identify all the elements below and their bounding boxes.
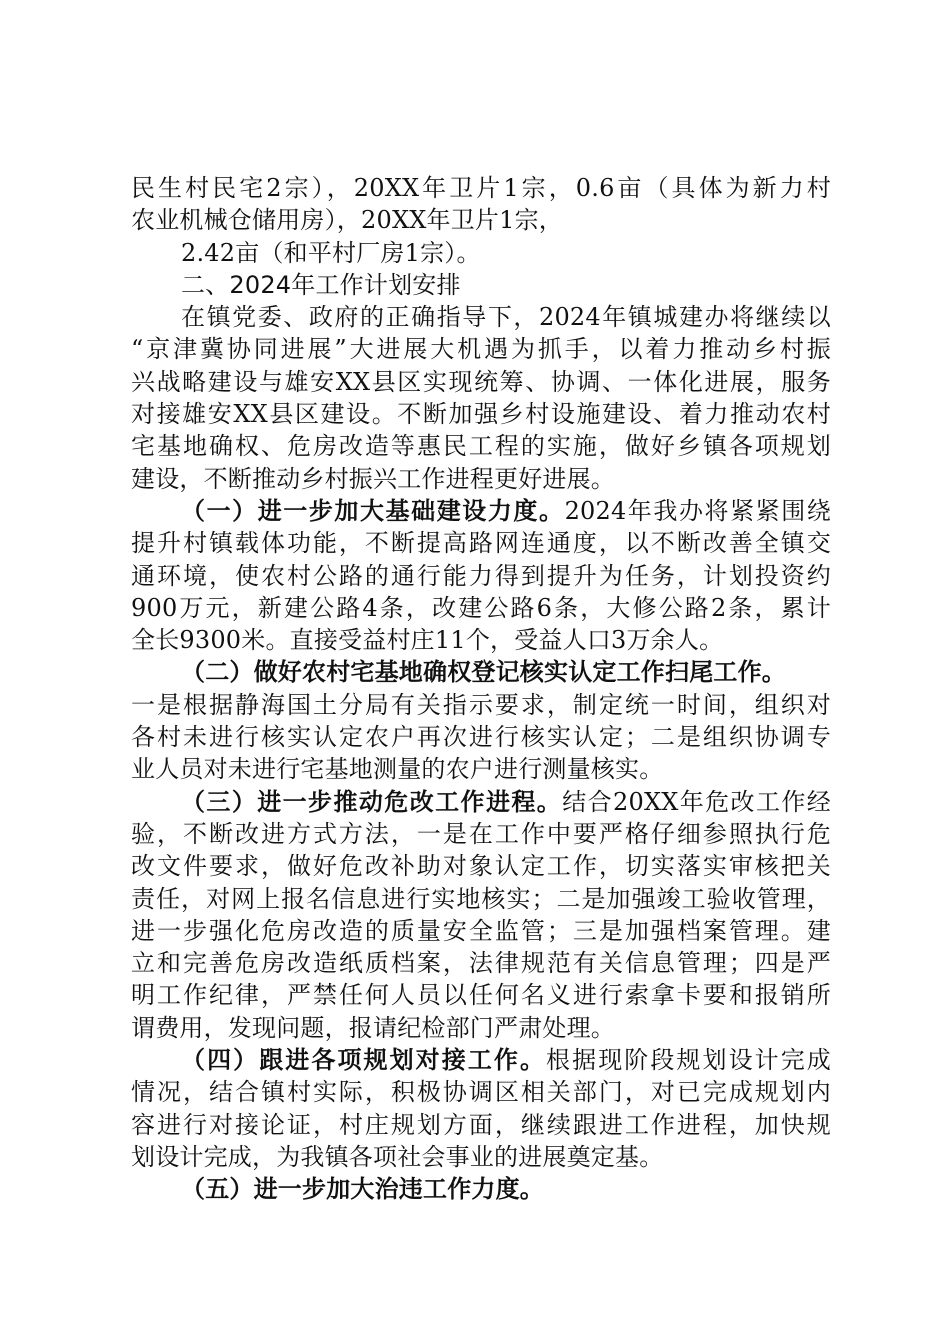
text-line: “京津冀协同进展”大进展大机遇为抓手，以着力推动乡村振 bbox=[131, 335, 831, 364]
text-line: 通环境，使农村公路的通行能力得到提升为任务，计划投资约 bbox=[131, 561, 831, 590]
text-line: 立和完善危房改造纸质档案，法律规范有关信息管理；四是严 bbox=[131, 949, 831, 978]
text-line: 2.42亩（和平村厂房1宗）。 bbox=[181, 238, 481, 267]
text-line: 改文件要求，做好危改补助对象认定工作，切实落实审核把关 bbox=[131, 852, 831, 881]
text-line: 进一步强化危房改造的质量安全监管；三是加强档案管理。建 bbox=[131, 916, 831, 945]
document-body bbox=[131, 172, 831, 1206]
text-line: 民生村民宅2宗），20XX年卫片1宗，0.6亩（具体为新力村 bbox=[131, 174, 831, 202]
text-line: 划设计完成，为我镇各项社会事业的进展奠定基。 bbox=[131, 1142, 664, 1171]
text-line: 建设，不断推动乡村振兴工作进程更好进展。 bbox=[131, 464, 615, 493]
subsection-text: 结合20XX年危改工作经 bbox=[562, 787, 831, 816]
text-line: 兴战略建设与雄安XX县区实现统筹、协调、一体化进展，服务 bbox=[131, 367, 831, 396]
subsection-line bbox=[131, 495, 831, 527]
text-line: 一是根据静海国土分局有关指示要求，制定统一时间，组织对 bbox=[131, 690, 831, 719]
text-line: 业人员对未进行宅基地测量的农户进行测量核实。 bbox=[131, 755, 664, 784]
text-line: 验，不断改进方式方法，一是在工作中要严格仔细参照执行危 bbox=[131, 819, 831, 848]
text-line: 提升村镇载体功能，不断提高路网连通度，以不断改善全镇交 bbox=[131, 529, 831, 558]
subsection-title: （五）进一步加大治违工作力度。 bbox=[181, 1174, 544, 1204]
text-line: 明工作纪律，严禁任何人员以任何名义进行索拿卡要和报销所 bbox=[131, 981, 831, 1010]
text-line: 对接雄安XX县区建设。不断加强乡村设施建设、着力推动农村 bbox=[131, 400, 831, 429]
text-line: 900万元，新建公路4条，改建公路6条，大修公路2条，累计 bbox=[131, 593, 831, 622]
text-line: 情况，结合镇村实际，积极协调区相关部门，对已完成规划内 bbox=[131, 1078, 831, 1107]
text-line: 在镇党委、政府的正确指导下，2024年镇城建办将继续以 bbox=[181, 303, 831, 332]
subsection-text: 根据现阶段规划设计完成 bbox=[546, 1046, 831, 1075]
subsection-line bbox=[131, 1044, 831, 1076]
text-line: 各村未进行核实认定农户再次进行核实认定；二是组织协调专 bbox=[131, 723, 831, 752]
subsection-line bbox=[131, 656, 831, 688]
subsection-text: 2024年我办将紧紧围绕 bbox=[564, 496, 832, 525]
text-line: 农业机械仓储用房），20XX年卫片1宗， bbox=[131, 206, 563, 235]
text-line: 责任，对网上报名信息进行实地核实；二是加强竣工验收管理， bbox=[131, 884, 831, 913]
subsection-title: （一）进一步加大基础建设力度。 bbox=[181, 495, 565, 525]
subsection-title: （三）进一步推动危改工作进程。 bbox=[181, 786, 563, 816]
text-line: 谓费用，发现问题，报请纪检部门严肃处理。 bbox=[131, 1013, 615, 1042]
subsection-title: （四）跟进各项规划对接工作。 bbox=[181, 1045, 547, 1075]
text-line: 宅基地确权、危房改造等惠民工程的实施，做好乡镇各项规划 bbox=[131, 432, 831, 461]
text-line: 全长9300米。直接受益村庄11个，受益人口3万余人。 bbox=[131, 626, 724, 655]
subsection-line bbox=[131, 786, 831, 818]
subsection-line bbox=[131, 1173, 831, 1205]
text-line: 容进行对接论证，村庄规划方面，继续跟进工作进程，加快规 bbox=[131, 1110, 831, 1139]
subsection-title: （二）做好农村宅基地确权登记核实认定工作扫尾工作。 bbox=[181, 657, 786, 687]
section-heading: 二、2024年工作计划安排 bbox=[181, 270, 461, 299]
